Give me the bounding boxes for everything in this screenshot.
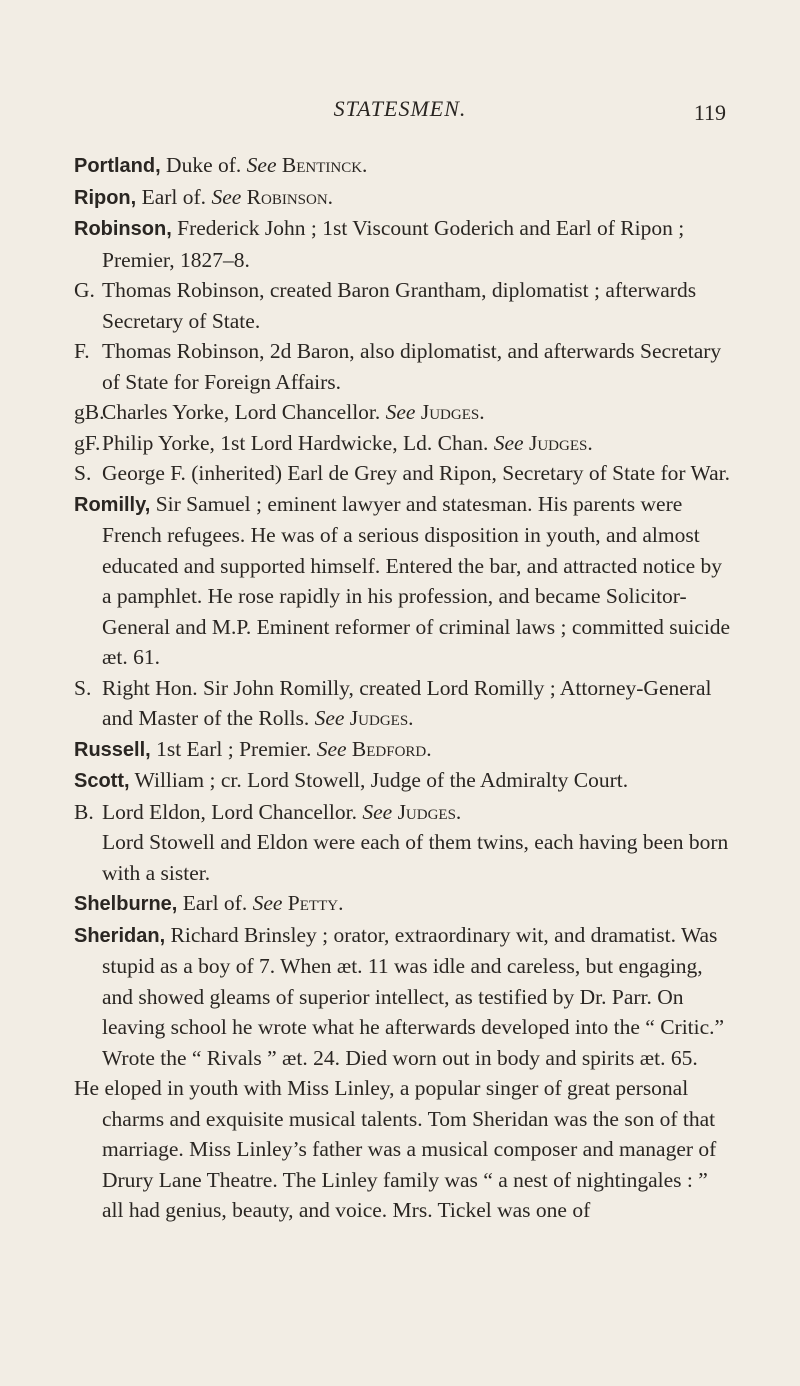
entry-sheridan: Sheridan, Richard Brinsley ; orator, extraordinary wit, and dramatist. Was stupid as a boy of 7. When æt. 11 was idle and careless, but engaging, and showed gleams of superior intellect, as testified by Dr. Parr. On leaving school he wrote what he afterwards developed into the “ Critic.” Wrote the “ Rivals ” æt. 24. Died worn out in body and spirits æt. 65.	[74, 922, 725, 1070]
note-sheridan-linley: He eloped in youth with Miss Linley, a popular singer of great personal charms and exquisite musical talents. Tom Sheridan was the son of that marriage. Miss Linley’s father was a musical composer and manager of Drury Lane Theatre. The Linley family was “ a nest of nightingales : ” all had genius, beauty, and voice. Mrs. Tickel was one of	[74, 1076, 717, 1222]
page-header	[0, 96, 800, 130]
entry-romilly: Romilly, Sir Samuel ; eminent lawyer and statesman. His parents were French refugees. He was of a serious disposition in youth, and almost educated and supported himself. Entered the bar, and attracted notice by a pamphlet. He rose rapidly in his profession, and became Solicitor-General and M.P. Eminent reformer of criminal laws ; committed suicide æt. 61.	[74, 491, 731, 669]
relative-thomas-robinson-g: G. Thomas Robinson, created Baron Grantham, diplomatist ; afterwards Secretary of State.	[74, 278, 697, 333]
entry-ripon: Ripon, Earl of. See Robinson.	[74, 184, 334, 209]
relative-thomas-robinson-f: F. Thomas Robinson, 2d Baron, also diplomatist, and afterwards Secretary of State for Foreign Affairs.	[74, 339, 722, 394]
relative-lord-eldon: B. Lord Eldon, Lord Chancellor. See Judges.	[74, 799, 462, 824]
entry-robinson: Robinson, Frederick John ; 1st Viscount Goderich and Earl of Ripon ; Premier, 1827–8.	[74, 216, 685, 272]
page-body	[74, 150, 734, 1226]
relative-charles-yorke: gB.Charles Yorke, Lord Chancellor. See Judges.	[74, 400, 485, 424]
entry-scott: Scott, William ; cr. Lord Stowell, Judge of the Admiralty Court.	[74, 768, 629, 792]
entry-portland: Portland, Duke of. See Bentinck.	[74, 153, 368, 177]
relative-john-romilly: S. Right Hon. Sir John Romilly, created Lord Romilly ; Attorney-General and Master of the Rolls. See Judges.	[74, 675, 712, 730]
relative-george-f: S. George F. (inherited) Earl de Grey and Ripon, Secretary of State for War.	[74, 461, 731, 485]
running-title: STATESMEN.	[333, 96, 467, 121]
relative-philip-yorke: gF.Philip Yorke, 1st Lord Hardwicke, Ld. Chan. See Judges.	[74, 430, 593, 455]
page-number: 119	[693, 100, 726, 125]
entry-russell: Russell, 1st Earl ; Premier. See Bedford.	[74, 736, 432, 761]
note-stowell-eldon: Lord Stowell and Eldon were each of them twins, each having been born with a sister.	[102, 830, 729, 885]
entry-shelburne: Shelburne, Earl of. See Petty.	[74, 891, 344, 915]
